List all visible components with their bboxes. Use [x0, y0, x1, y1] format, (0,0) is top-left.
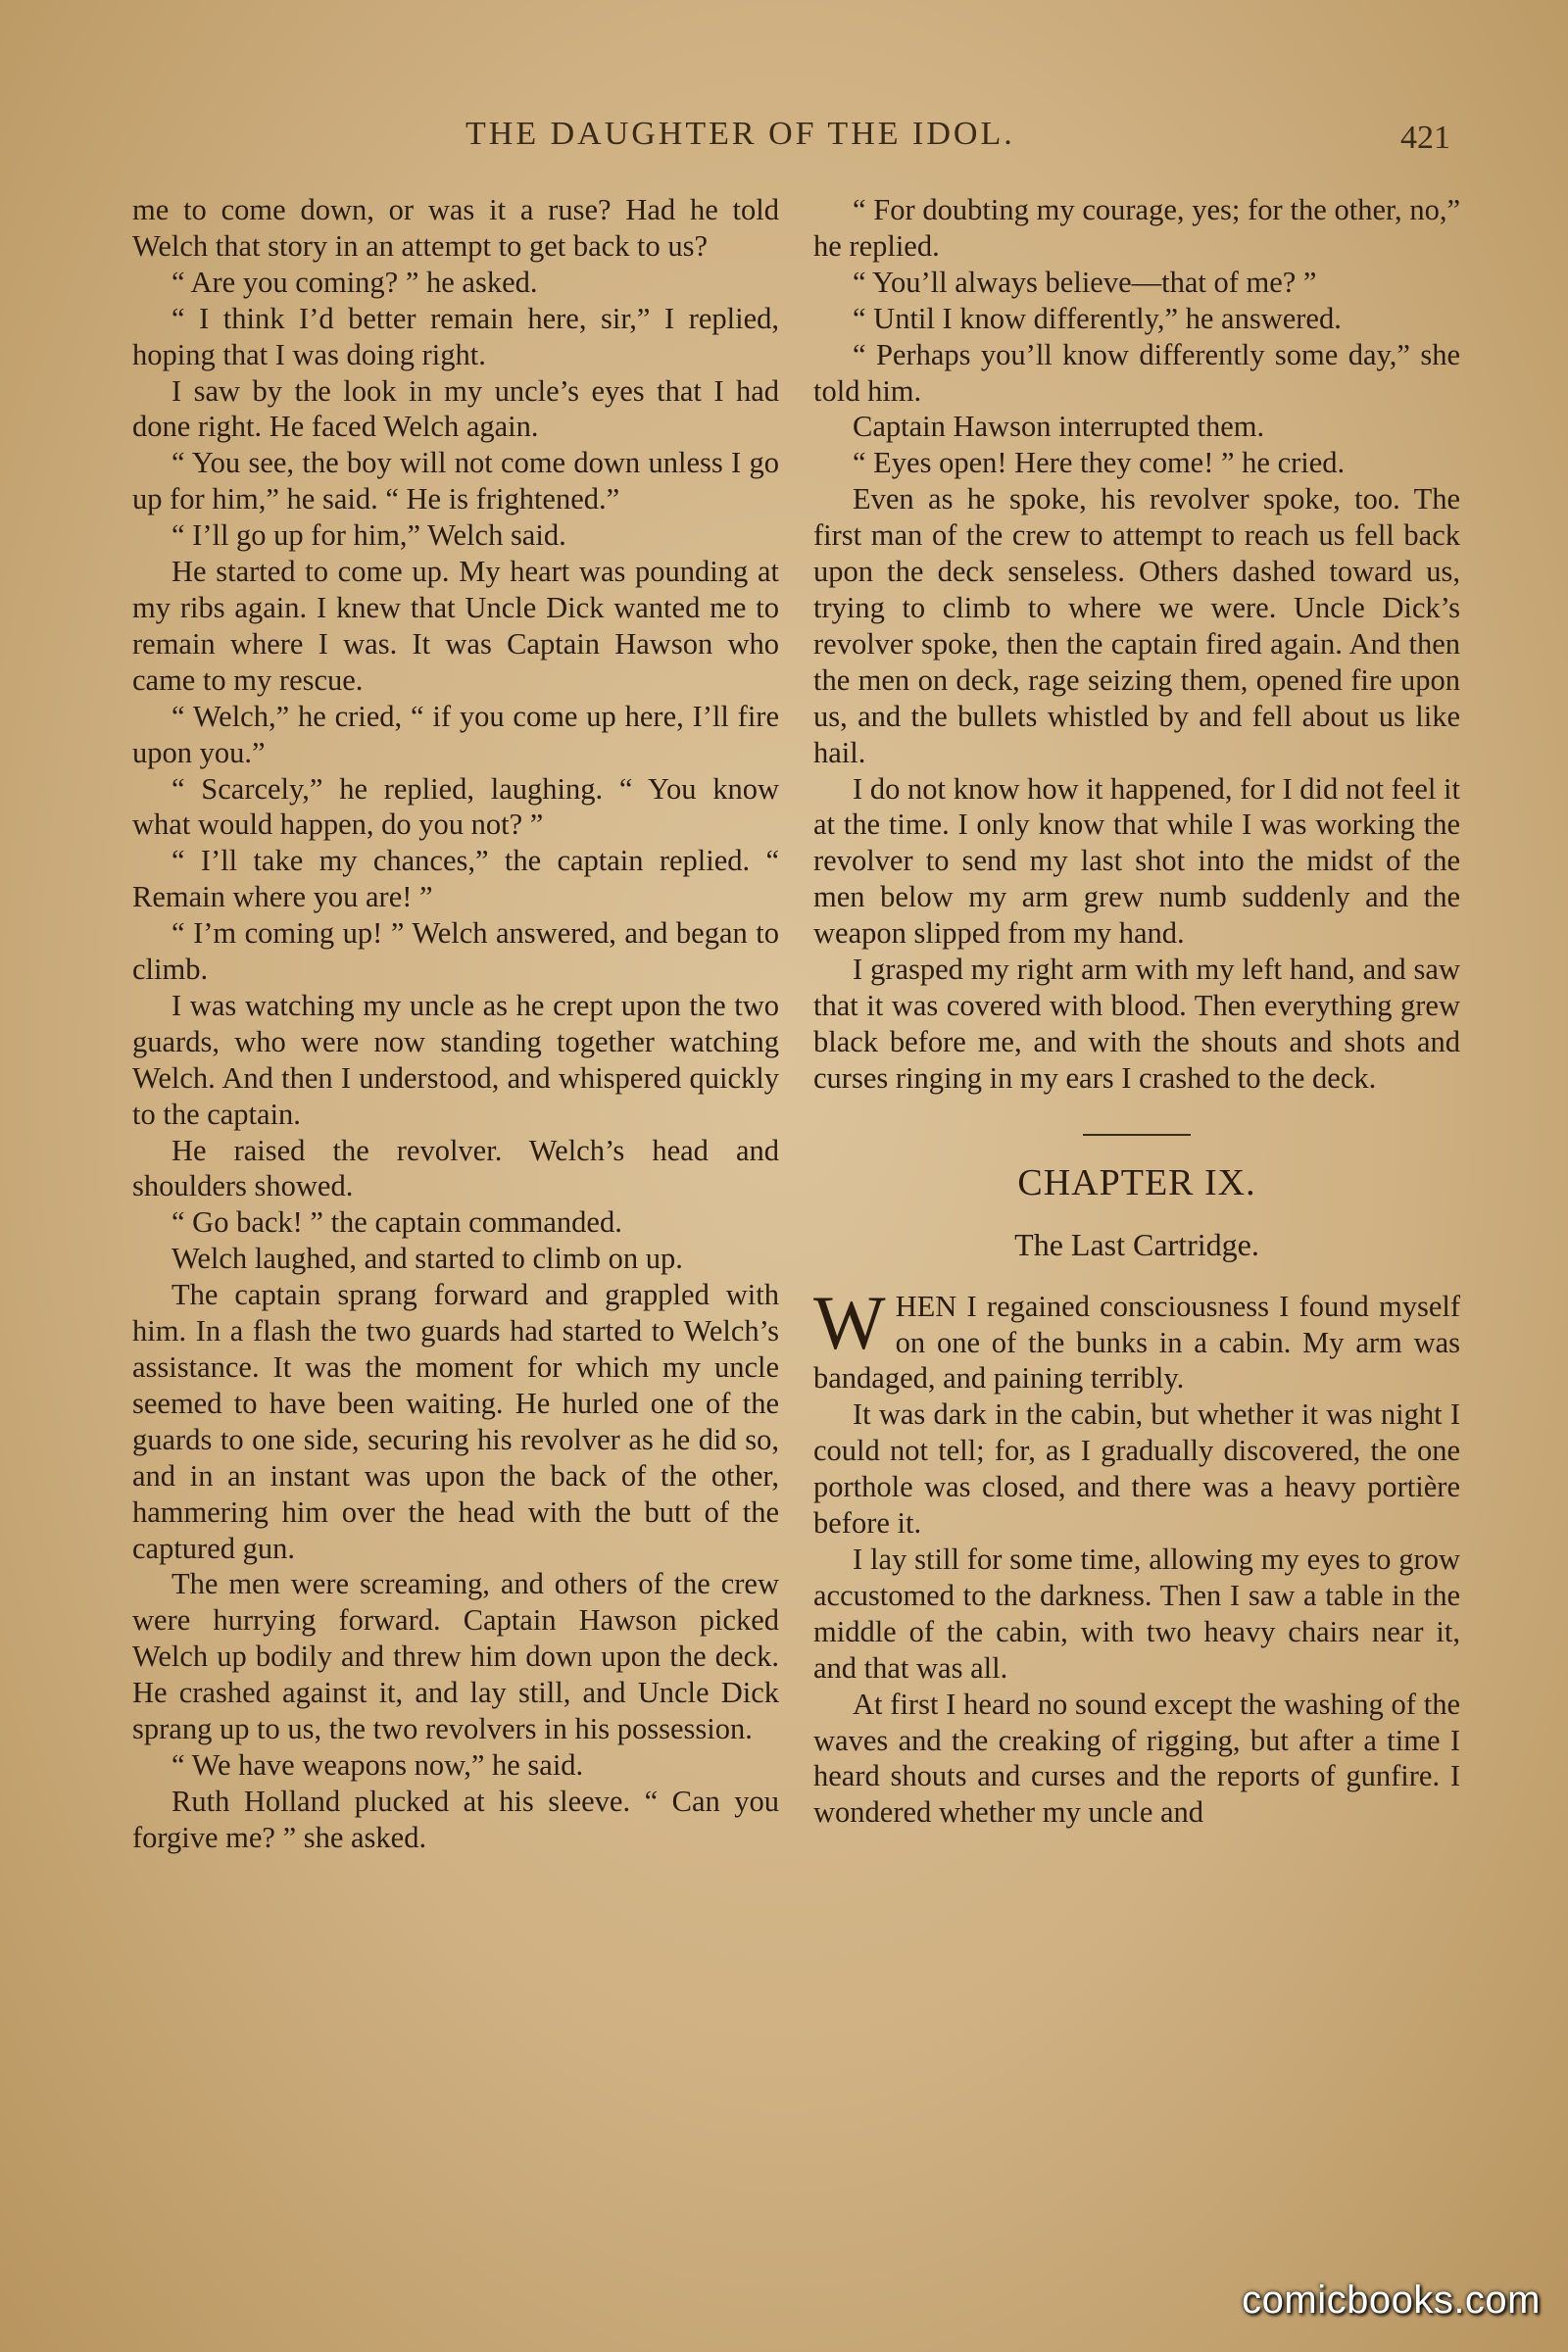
- paragraph: The captain sprang forward and grappled with him. In a flash the two guards had started to Welch’s assistance. It was the moment for which my uncle seemed to have been waiting. He hurled one of the guards to one side, securing his revolver as he did so, and in an instant was upon the back of the other, hammering him over the head with the butt of the captured gun.: [132, 1278, 779, 1565]
- page-number: 421: [1400, 120, 1450, 156]
- page-header: [132, 116, 1450, 165]
- first-paragraph-text: HEN I regained consciousness I found myself on one of the bunks in a cabin. My arm was bandaged, and paining terribly.: [813, 1289, 1460, 1396]
- section-divider: [1083, 1134, 1191, 1136]
- paragraph: me to come down, or was it a ruse? Had he told Welch that story in an attempt to get back to us?: [132, 193, 779, 263]
- paragraph: “ I’m coming up! ” Welch answered, and began to climb.: [132, 916, 779, 987]
- paragraph: He started to come up. My heart was pounding at my ribs again. I knew that Uncle Dick wanted me to remain where I was. It was Captain Hawson who came to my rescue.: [132, 555, 779, 697]
- paragraph: “ Scarcely,” he replied, laughing. “ You know what would happen, do you not? ”: [132, 771, 779, 842]
- paragraph: At first I heard no sound except the washing of the waves and the creaking of rigging, but after a time I heard shouts and curses and the reports of gunfire. I wondered whether my uncle and: [813, 1687, 1460, 1830]
- paragraph: I grasped my right arm with my left hand, and saw that it was covered with blood. Then everything grew black before me, and with the shouts and shots and curses ringing in my ears I crashed to the deck.: [813, 953, 1460, 1095]
- paragraph: “ Eyes open! Here they come! ” he cried.: [853, 446, 1346, 480]
- site-watermark: comicbooks.com: [1242, 2278, 1541, 2322]
- right-column: [813, 192, 1460, 1831]
- paragraph: “ I think I’d better remain here, sir,” I replied, hoping that I was doing right.: [132, 301, 779, 371]
- drop-cap: W: [813, 1279, 886, 1365]
- paragraph: “ You’ll always believe—that of me? ”: [853, 265, 1317, 299]
- chapter-first-paragraph: [813, 1279, 1460, 1397]
- paragraph: The men were screaming, and others of the crew were hurrying forward. Captain Hawson picked Welch up bodily and threw him down upon the deck. He crashed against it, and lay still, and Uncle Dick sprang up to us, the two revolvers in his possession.: [132, 1567, 779, 1746]
- paragraph: Captain Hawson interrupted them.: [853, 410, 1265, 444]
- paragraph: “ Go back! ” the captain commanded.: [172, 1205, 622, 1240]
- paragraph: “ Perhaps you’ll know differently some day,” she told him.: [813, 337, 1460, 408]
- paragraph: “ I’ll go up for him,” Welch said.: [172, 518, 566, 553]
- paragraph: He raised the revolver. Welch’s head and shoulders showed.: [132, 1133, 779, 1203]
- paragraph: I lay still for some time, allowing my eyes to grow accustomed to the darkness. Then I saw a table in the middle of the cabin, with two heavy chairs near it, and that was all.: [813, 1543, 1460, 1685]
- paragraph: Even as he spoke, his revolver spoke, too. The first man of the crew to attempt to reach us fell back upon the deck senseless. Others dashed toward us, trying to climb to where we were. Uncle Dick’s revolver spoke, then the captain fired again. And then the men on deck, rage seizing them, opened fire upon us, and the bullets whistled by and fell about us like hail.: [813, 482, 1460, 769]
- chapter-title: CHAPTER IX.: [1017, 1161, 1256, 1203]
- paragraph: “ We have weapons now,” he said.: [172, 1747, 584, 1782]
- paragraph: I saw by the look in my uncle’s eyes that I had done right. He faced Welch again.: [132, 373, 779, 444]
- paragraph: “ For doubting my courage, yes; for the other, no,” he replied.: [813, 193, 1460, 263]
- paragraph: Ruth Holland plucked at his sleeve. “ Can you forgive me? ” she asked.: [132, 1784, 779, 1854]
- paragraph: “ I’ll take my chances,” the captain replied. “ Remain where you are! ”: [132, 844, 779, 914]
- paragraph: I do not know how it happened, for I did not feel it at the time. I only know that while I was working the revolver to send my last shot into the midst of the men below my arm grew numb suddenly and the weapon slipped from my hand.: [813, 771, 1460, 951]
- paragraph: “ You see, the boy will not come down unless I go up for him,” he said. “ He is frightened.”: [132, 446, 779, 516]
- paragraph: Welch laughed, and started to climb on up.: [172, 1242, 683, 1276]
- paragraph: “ Welch,” he cried, “ if you come up here, I’ll fire upon you.”: [132, 699, 779, 769]
- paragraph: “ Are you coming? ” he asked.: [172, 265, 538, 299]
- paragraph: “ Until I know differently,” he answered.: [853, 301, 1342, 335]
- paragraph: I was watching my uncle as he crept upon the two guards, who were now standing together watching Welch. And then I understood, and whispered quickly to the captain.: [132, 988, 779, 1131]
- left-column: [132, 192, 779, 1856]
- paragraph: It was dark in the cabin, but whether it was night I could not tell; for, as I gradually discovered, the one porthole was closed, and there was a heavy portière before it.: [813, 1397, 1460, 1541]
- chapter-subtitle: The Last Cartridge.: [1014, 1226, 1259, 1262]
- running-title: THE DAUGHTER OF THE IDOL.: [466, 116, 1015, 152]
